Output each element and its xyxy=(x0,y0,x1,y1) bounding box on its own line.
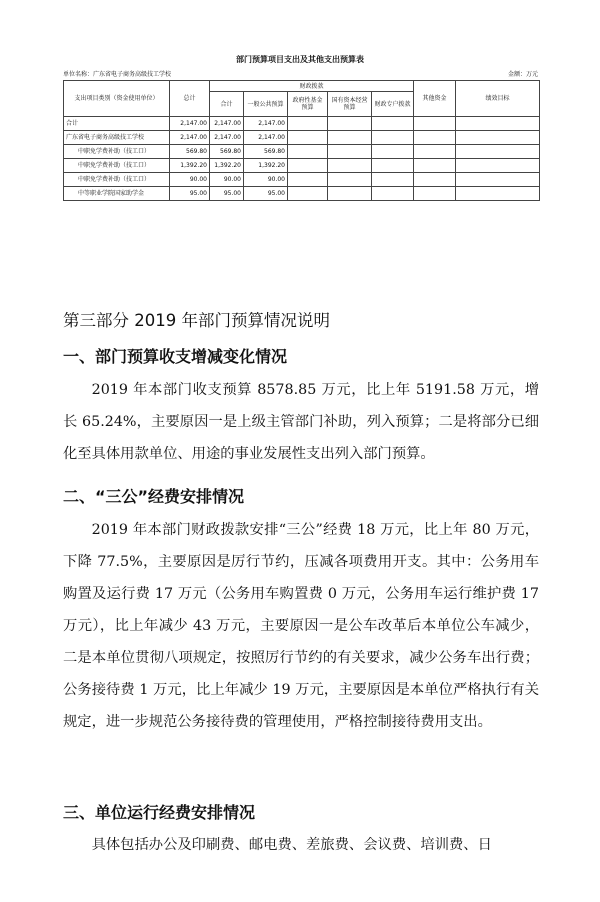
header-total: 总计 xyxy=(170,81,210,117)
cell-general: 90.00 xyxy=(244,173,288,187)
table-title: 部门预算项目支出及其他支出预算表 xyxy=(236,55,364,64)
cell-empty xyxy=(288,131,328,145)
cell-empty xyxy=(414,187,456,201)
table-row xyxy=(64,173,540,187)
cell-total: 95.00 xyxy=(170,187,210,201)
cell-empty xyxy=(414,173,456,187)
cell-empty xyxy=(372,145,414,159)
row-name: 中职免学费补助（技工口） xyxy=(64,173,170,187)
cell-general: 2,147.00 xyxy=(244,131,288,145)
section-paragraph: 2019 年本部门收支预算 8578.85 万元，比上年 5191.58 万元，增长 65.24%，主要原因一是上级主管部门补助，列入预算；二是将部分已细化至具体用款单位、用途的事业发展性支出列入部门预算。 xyxy=(63,382,539,462)
cell-empty xyxy=(456,117,540,131)
cell-empty xyxy=(288,187,328,201)
unit-name-label: 单位名称：广东省电子商务高级技工学校 xyxy=(63,71,172,78)
cell-general: 2,147.00 xyxy=(244,117,288,131)
section-paragraph: 2019 年本部门财政拨款安排“三公”经费 18 万元，比上年 80 万元，下降 77.5%，主要原因是厉行节约，压减各项费用开支。其中：公务用车购置及运行费 17 万元（公务用车购置费 0 万元，公务用车运行维护费 17 万元），比上年减少 43 万元，主要原因一是公车改革后本单位公车减少，二是本单位贯彻八项规定，按照厉行节约的有关要求，减少公务车出行费；公务接待费 1 万元，比上年减少 19 万元，主要原因是本单位严格执行有关规定，进一步规范公务接待费的管理使用，严格控制接待费用支出。 xyxy=(63,522,539,730)
cell-empty xyxy=(456,145,540,159)
table-row xyxy=(64,187,540,201)
row-name: 中职免学费补助（技工口） xyxy=(64,159,170,173)
cell-empty xyxy=(456,131,540,145)
header-general: 一般公共预算 xyxy=(244,92,288,117)
cell-empty xyxy=(372,117,414,131)
cell-empty xyxy=(288,173,328,187)
cell-sum: 95.00 xyxy=(210,187,244,201)
cell-empty xyxy=(328,117,372,131)
header-sum: 合计 xyxy=(210,92,244,117)
row-name: 中等职业学院国家助学金 xyxy=(64,187,170,201)
header-fiscal: 财政拨款 xyxy=(210,81,414,92)
cell-empty xyxy=(288,145,328,159)
cell-empty xyxy=(372,187,414,201)
table-row xyxy=(64,159,540,173)
header-target: 绩效目标 xyxy=(456,81,540,117)
cell-sum: 2,147.00 xyxy=(210,131,244,145)
table-row xyxy=(64,117,540,131)
cell-total: 569.80 xyxy=(170,145,210,159)
header-category: 支出项目类别（资金使用单位） xyxy=(64,81,170,117)
cell-total: 1,392.20 xyxy=(170,159,210,173)
cell-empty xyxy=(372,173,414,187)
table-row xyxy=(64,145,540,159)
cell-empty xyxy=(414,117,456,131)
cell-empty xyxy=(414,159,456,173)
part-title: 第三部分 2019 年部门预算情况说明 xyxy=(63,311,330,330)
cell-empty xyxy=(372,131,414,145)
cell-empty xyxy=(414,145,456,159)
cell-total: 2,147.00 xyxy=(170,131,210,145)
cell-empty xyxy=(288,159,328,173)
cell-general: 569.80 xyxy=(244,145,288,159)
table-row xyxy=(64,131,540,145)
cell-empty xyxy=(328,131,372,145)
cell-total: 2,147.00 xyxy=(170,117,210,131)
cell-sum: 2,147.00 xyxy=(210,117,244,131)
row-name: 合计 xyxy=(64,117,170,131)
cell-empty xyxy=(328,173,372,187)
cell-sum: 1,392.20 xyxy=(210,159,244,173)
header-other: 其他资金 xyxy=(414,81,456,117)
cell-sum: 90.00 xyxy=(210,173,244,187)
cell-empty xyxy=(328,187,372,201)
cell-empty xyxy=(288,117,328,131)
cell-general: 1,392.20 xyxy=(244,159,288,173)
row-name: 广东省电子商务高级技工学校 xyxy=(64,131,170,145)
cell-empty xyxy=(456,159,540,173)
cell-general: 95.00 xyxy=(244,187,288,201)
section-paragraph: 具体包括办公及印刷费、邮电费、差旅费、会议费、培训费、日 xyxy=(91,837,492,853)
row-name: 中职免学费补助（技工口） xyxy=(64,145,170,159)
cell-empty xyxy=(456,173,540,187)
header-special-account: 财政专户拨款 xyxy=(372,92,414,117)
header-gov-fund: 政府性基金预算 xyxy=(288,92,328,117)
header-state-capital: 国有资本经营预算 xyxy=(328,92,372,117)
section-heading: 一、部门预算收支增减变化情况 xyxy=(63,347,288,366)
cell-empty xyxy=(372,159,414,173)
amount-unit-label: 金额：万元 xyxy=(507,71,538,78)
cell-empty xyxy=(328,159,372,173)
cell-empty xyxy=(414,131,456,145)
cell-empty xyxy=(456,187,540,201)
section-heading: 二、“三公”经费安排情况 xyxy=(63,487,245,506)
budget-table xyxy=(63,80,540,201)
cell-empty xyxy=(328,145,372,159)
section-heading: 三、单位运行经费安排情况 xyxy=(63,803,256,822)
cell-total: 90.00 xyxy=(170,173,210,187)
cell-sum: 569.80 xyxy=(210,145,244,159)
